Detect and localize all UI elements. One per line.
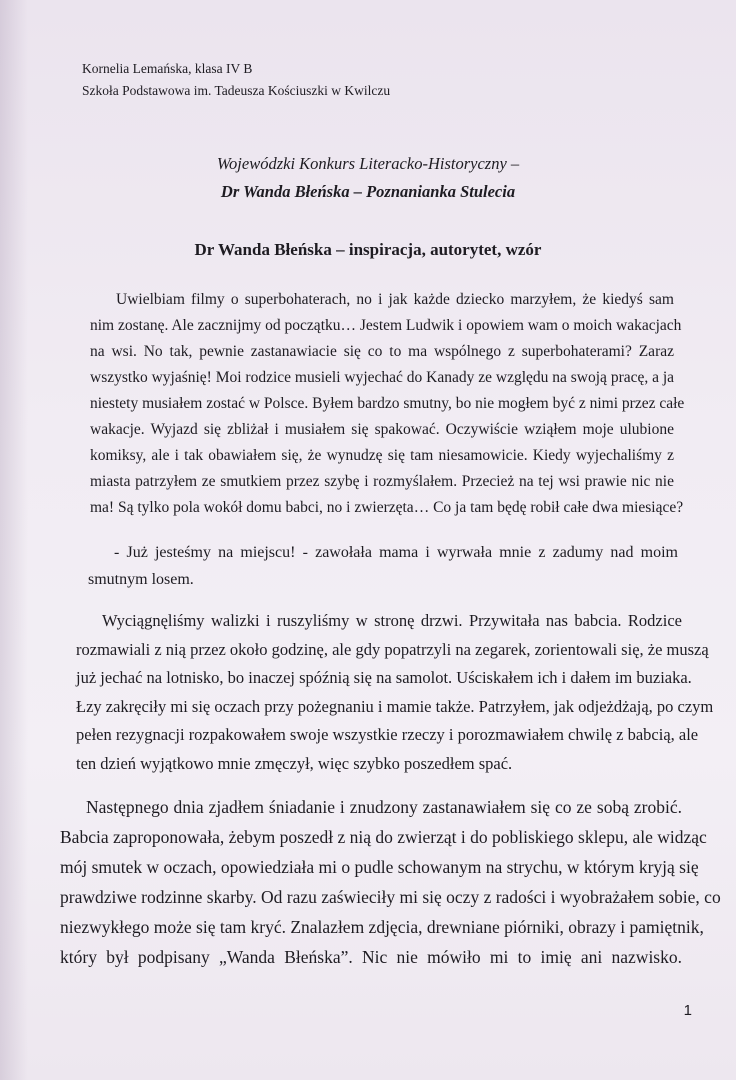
- text-line: smutnym losem.: [88, 571, 194, 588]
- page-number: 1: [683, 1002, 692, 1019]
- text-line: miasta patrzyłem ze smutkiem przez szybę i rozmyślałem. Przecież na tej wsi prawie nic nie: [90, 473, 674, 490]
- paragraph-4: [60, 792, 721, 972]
- text-line: rozmawiali z nią przez około godzinę, ale gdy popatrzyli na zegarek, zorientowali się, że muszą: [76, 639, 709, 659]
- text-line: Łzy zakręciły mi się oczach przy pożegnaniu i mamie także. Patrzyłem, jak odjeżdżają, po czym: [76, 696, 714, 716]
- text-line: ten dzień wyjątkowo mnie zmęczył, więc szybko poszedłem spać.: [76, 753, 513, 773]
- text-line: który był podpisany „Wanda Błeńska”. Nic nie mówiło mi to imię ani nazwisko.: [60, 947, 682, 967]
- author-name: Kornelia Lemańska, klasa IV B: [82, 61, 253, 76]
- competition-subtitle: Dr Wanda Błeńska – Poznanianka Stulecia: [220, 182, 516, 201]
- text-line: wakacje. Wyjazd się zbliżał i musiałem się spakować. Oczywiście wziąłem moje ulubione: [90, 421, 674, 438]
- paragraph-1: [90, 287, 685, 521]
- competition-heading: [0, 150, 736, 206]
- text-line: nim zostanę. Ale zacznijmy od początku… Jestem Ludwik i opowiem wam o moich wakacjach: [90, 317, 682, 334]
- author-header: [82, 58, 390, 102]
- text-line: niezwykłego może się tam kryć. Znalazłem zdjęcia, drewniane piórniki, obrazy i pamiętnik,: [60, 917, 704, 937]
- text-line: wszystko wyjaśnię! Moi rodzice musieli wyjechać do Kanady ze względu na swoją pracę, a ja: [90, 369, 675, 386]
- text-line: Następnego dnia zjadłem śniadanie i znudzony zastanawiałem się co ze sobą zrobić.: [86, 797, 682, 817]
- text-line: mój smutek w oczach, opowiedziała mi o pudle schowanym na strychu, w którym kryją się: [60, 857, 699, 877]
- paragraph-2: [88, 539, 678, 593]
- text-line: niestety musiałem zostać w Polsce. Byłem bardzo smutny, bo nie mogłem być z nimi przez całe: [90, 395, 685, 412]
- text-line: na wsi. No tak, pewnie zastanawiacie się co to ma wspólnego z superbohaterami? Zaraz: [90, 343, 674, 360]
- text-line: pełen rezygnacji rozpakowałem swoje wszystkie rzeczy i porozmawiałem chwilę z babcią, ale: [76, 725, 699, 744]
- text-line: Babcia zaproponowała, żebym poszedł z nią do zwierząt i do pobliskiego sklepu, ale widząc: [60, 827, 707, 847]
- school-name: Szkoła Podstawowa im. Tadeusza Kościuszki w Kwilczu: [82, 83, 391, 98]
- essay-title: Dr Wanda Błeńska – inspiracja, autorytet, wzór: [194, 240, 542, 259]
- competition-title: Wojewódzki Konkurs Literacko-Historyczny –: [216, 154, 520, 173]
- text-line: już jechać na lotnisko, bo inaczej spóźnią się na samolot. Uściskałem ich i dałem im buziaka.: [76, 668, 692, 687]
- text-line: ma! Są tylko pola wokół domu babci, no i zwierzęta… Co ja tam będę robił całe dwa miesiące?: [90, 499, 684, 516]
- text-line: prawdziwe rodzinne skarby. Od razu zaświeciły mi się oczy z radości i wyobrażałem sobie, co: [60, 887, 721, 907]
- paragraph-3: [76, 607, 714, 778]
- text-line: Wyciągnęliśmy walizki i ruszyliśmy w stronę drzwi. Przywitała nas babcia. Rodzice: [102, 611, 682, 630]
- text-line: Uwielbiam filmy o superbohaterach, no i jak każde dziecko marzyłem, że kiedyś sam: [116, 291, 674, 308]
- text-line: komiksy, ale i tak obawiałem się, że wynudzę się tam niesamowicie. Kiedy wyjechaliśmy z: [90, 447, 674, 464]
- text-line: - Już jesteśmy na miejscu! - zawołała mama i wyrwała mnie z zadumy nad moim: [114, 544, 678, 561]
